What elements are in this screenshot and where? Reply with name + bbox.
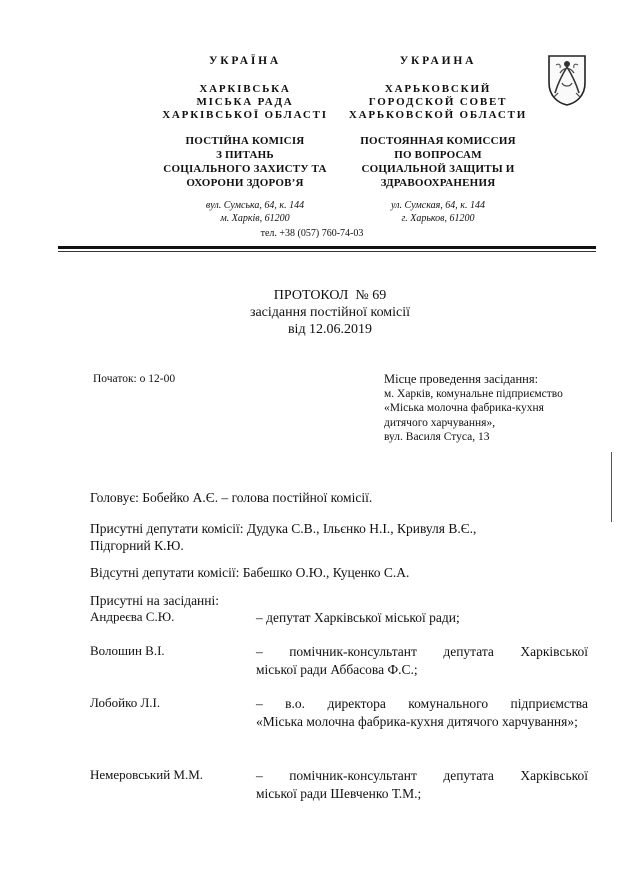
- header-right-commission: ПОСТОЯННАЯ КОМИССИЯ ПО ВОПРОСАМ СОЦИАЛЬНОЙ ЗАЩИТЫ И ЗДРАВООХРАНЕНИЯ: [360, 135, 516, 189]
- header-right-address: ул. Сумская, 64, к. 144 г. Харьков, 61200: [391, 200, 485, 224]
- header-left-country: УКРАЇНА: [209, 55, 281, 67]
- protocol-subtitle: засідання постійної комісії: [249, 305, 411, 320]
- phone-number: тел. +38 (057) 760-74-03: [260, 228, 364, 239]
- header-right-country: УКРАИНА: [399, 55, 477, 67]
- attendee-role: – депутат Харківської міської ради;: [256, 610, 460, 625]
- header-rule-thick: [58, 246, 596, 249]
- header-left-council: ХАРКІВСЬКА МІСЬКА РАДА ХАРКІВСЬКОЇ ОБЛАСТІ: [162, 83, 328, 121]
- attendee-role: – помічник-консультант депутата Харківської міської ради Аббасова Ф.С.;: [256, 644, 588, 677]
- meeting-start: Початок: о 12-00: [93, 373, 176, 385]
- header-left-address: вул. Сумська, 64, к. 144 м. Харків, 61200: [205, 200, 305, 224]
- kharkiv-coat-of-arms-icon: [546, 53, 588, 107]
- attendee-name: Волошин В.І.: [90, 643, 165, 658]
- attendee-name: Лобойко Л.І.: [90, 695, 161, 710]
- attendee-role: – в.о. директора комунального підприємства «Міська молочна фабрика-кухня дитячого харчування»;: [256, 696, 588, 729]
- scan-artifact: [611, 452, 612, 522]
- chair-line: Головує: Бобейко А.Є. – голова постійної комісії.: [90, 490, 373, 505]
- header-left: [150, 55, 340, 225]
- protocol-date: від 12.06.2019: [287, 322, 373, 337]
- attendees-heading: Присутні на засіданні:: [90, 593, 220, 608]
- meeting-venue: Місце проведення засідання: м. Харків, комунальне підприємство «Міська молочна фабрика-кухня дитячого харчування», вул. Василя Стуса, 13: [384, 372, 563, 443]
- header-left-commission: ПОСТІЙНА КОМІСІЯ З ПИТАНЬ СОЦІАЛЬНОГО ЗАХИСТУ ТА ОХОРОНИ ЗДОРОВ’Я: [163, 135, 327, 189]
- present-deputies: Присутні депутати комісії: Дудука С.В., Ільєнко Н.І., Кривуля В.Є., Підгорний К.Ю.: [90, 521, 477, 553]
- header-right-council: ХАРЬКОВСКИЙ ГОРОДСКОЙ СОВЕТ ХАРЬКОВСКОЙ ОБЛАСТИ: [348, 83, 528, 121]
- absent-deputies: Відсутні депутати комісії: Бабешко О.Ю., Куценко С.А.: [90, 565, 410, 580]
- header-right: [338, 55, 538, 225]
- attendee-role: – помічник-консультант депутата Харківської міської ради Шевченко Т.М.;: [256, 768, 588, 801]
- attendee-name: Андреєва С.Ю.: [90, 609, 175, 624]
- protocol-title: ПРОТОКОЛ № 69: [273, 288, 387, 303]
- header-rule-thin: [58, 251, 596, 252]
- attendee-name: Немеровський М.М.: [90, 767, 204, 782]
